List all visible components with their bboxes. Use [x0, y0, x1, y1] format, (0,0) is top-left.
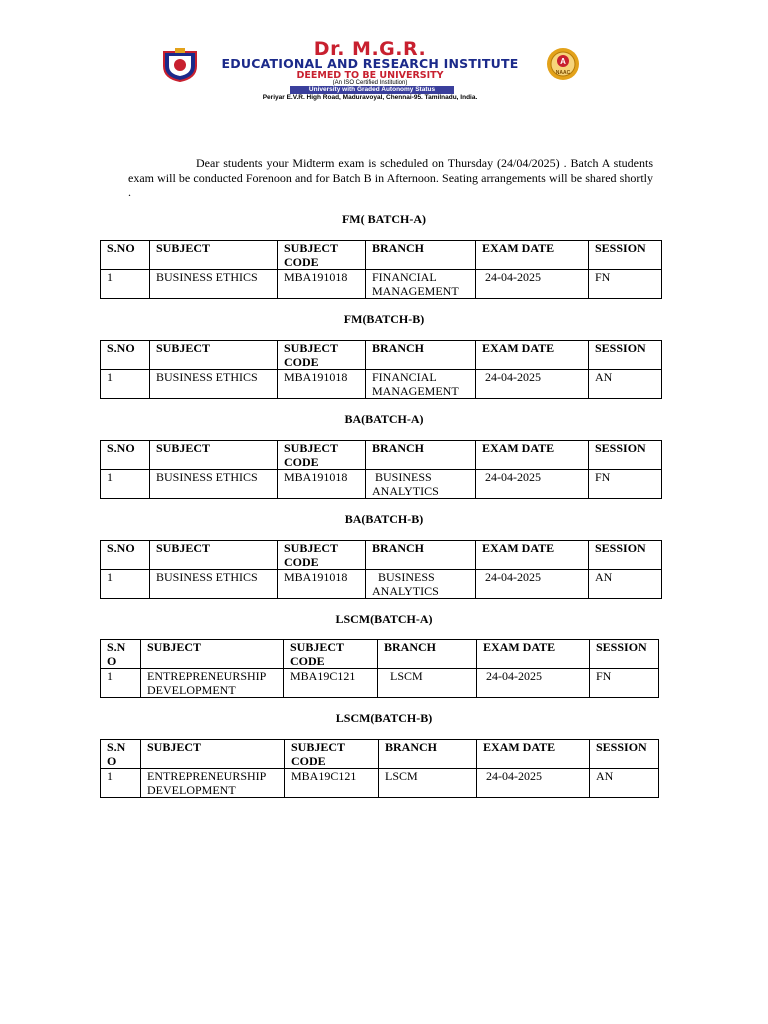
cell-subject: ENTREPRENEURSHIP DEVELOPMENT — [141, 769, 285, 798]
column-header-exam-date: EXAM DATE — [476, 241, 589, 270]
cell-session: AN — [590, 769, 659, 798]
section-heading: BA(BATCH-B) — [344, 512, 424, 526]
table-header-row — [101, 241, 662, 270]
cell-exam-date: 24-04-2025 — [477, 669, 590, 698]
cell-subject: ENTREPRENEURSHIP DEVELOPMENT — [141, 669, 284, 698]
cell-session: FN — [590, 669, 659, 698]
cell-sno: 1 — [101, 270, 150, 299]
column-header-exam-date: EXAM DATE — [476, 541, 589, 570]
column-header-session: SESSION — [590, 640, 659, 669]
column-header-session: SESSION — [590, 740, 659, 769]
cell-sno: 1 — [101, 570, 150, 599]
column-header-sno: S.NO — [101, 241, 150, 270]
cell-exam-date: 24-04-2025 — [476, 570, 589, 599]
cell-exam-date: 24-04-2025 — [476, 470, 589, 499]
column-header-exam-date: EXAM DATE — [477, 640, 590, 669]
table-row — [101, 470, 662, 499]
cell-branch: BUSINESS ANALYTICS — [366, 470, 476, 499]
exam-schedule-table — [100, 340, 662, 399]
column-header-subject: SUBJECT — [150, 241, 278, 270]
exam-schedule-table — [100, 739, 659, 798]
cell-session: FN — [589, 270, 662, 299]
cell-exam-date: 24-04-2025 — [476, 270, 589, 299]
table-row — [101, 270, 662, 299]
iso-certified-line: (An ISO Certified Institution) — [332, 80, 408, 86]
letterhead — [0, 36, 768, 104]
cell-branch: LSCM — [378, 669, 477, 698]
section-heading: LSCM(BATCH-B) — [335, 711, 433, 725]
cell-branch: LSCM — [379, 769, 477, 798]
cell-branch: BUSINESS ANALYTICS — [366, 570, 476, 599]
naac-grade: A — [560, 57, 566, 66]
column-header-subject: SUBJECT — [150, 441, 278, 470]
institute-crest-logo — [158, 46, 202, 82]
naac-label: NAAC — [555, 70, 571, 76]
column-header-subject: SUBJECT — [141, 640, 284, 669]
section-heading: LSCM(BATCH-A) — [335, 612, 433, 626]
column-header-branch: BRANCH — [378, 640, 477, 669]
column-header-subject-code: SUBJECT CODE — [278, 341, 366, 370]
cell-subject: BUSINESS ETHICS — [150, 270, 278, 299]
section-heading: FM( BATCH-A) — [341, 212, 427, 226]
column-header-branch: BRANCH — [366, 441, 476, 470]
autonomy-ribbon: University with Graded Autonomy Status — [290, 86, 454, 94]
column-header-subject: SUBJECT — [150, 341, 278, 370]
cell-sno: 1 — [101, 370, 150, 399]
deemed-university-line: DEEMED TO BE UNIVERSITY — [296, 70, 444, 81]
column-header-session: SESSION — [589, 241, 662, 270]
cell-sno: 1 — [101, 669, 141, 698]
column-header-subject-code: SUBJECT CODE — [278, 541, 366, 570]
table-header-row — [101, 740, 659, 769]
column-header-sno: S.NO — [101, 341, 150, 370]
cell-subject-code: MBA191018 — [278, 270, 366, 299]
column-header-sno: S.NO — [101, 740, 141, 769]
column-header-branch: BRANCH — [379, 740, 477, 769]
cell-session: AN — [589, 570, 662, 599]
column-header-exam-date: EXAM DATE — [476, 341, 589, 370]
column-header-subject: SUBJECT — [150, 541, 278, 570]
table-header-row — [101, 341, 662, 370]
exam-schedule-table — [100, 540, 662, 599]
column-header-subject-code: SUBJECT CODE — [285, 740, 379, 769]
table-row — [101, 570, 662, 599]
column-header-session: SESSION — [589, 341, 662, 370]
cell-session: AN — [589, 370, 662, 399]
institute-name-subtitle: EDUCATIONAL AND RESEARCH INSTITUTE — [221, 56, 519, 71]
cell-subject: BUSINESS ETHICS — [150, 470, 278, 499]
exam-schedule-table — [100, 440, 662, 499]
column-header-branch: BRANCH — [366, 341, 476, 370]
cell-subject: BUSINESS ETHICS — [150, 370, 278, 399]
institute-name-title: Dr. M.G.R. — [313, 38, 427, 60]
cell-session: FN — [589, 470, 662, 499]
cell-subject: BUSINESS ETHICS — [150, 570, 278, 599]
column-header-sno: S.NO — [101, 640, 141, 669]
column-header-subject-code: SUBJECT CODE — [278, 241, 366, 270]
table-header-row — [101, 640, 659, 669]
institute-address: Periyar E.V.R. High Road, Maduravoyal, Chennai-95. Tamilnadu, India. — [262, 94, 478, 101]
exam-schedule-table — [100, 240, 662, 299]
cell-exam-date: 24-04-2025 — [476, 370, 589, 399]
cell-sno: 1 — [101, 470, 150, 499]
table-row — [101, 370, 662, 399]
cell-subject-code: MBA19C121 — [284, 669, 378, 698]
section-heading: FM(BATCH-B) — [343, 312, 425, 326]
cell-exam-date: 24-04-2025 — [477, 769, 590, 798]
column-header-branch: BRANCH — [366, 541, 476, 570]
cell-subject-code: MBA191018 — [278, 370, 366, 399]
naac-seal-logo — [541, 46, 585, 82]
column-header-subject-code: SUBJECT CODE — [284, 640, 378, 669]
exam-schedule-table — [100, 639, 659, 698]
section-heading: BA(BATCH-A) — [344, 412, 424, 426]
cell-subject-code: MBA191018 — [278, 470, 366, 499]
table-header-row — [101, 541, 662, 570]
table-row — [101, 769, 659, 798]
cell-subject-code: MBA191018 — [278, 570, 366, 599]
column-header-subject-code: SUBJECT CODE — [278, 441, 366, 470]
column-header-sno: S.NO — [101, 441, 150, 470]
table-header-row — [101, 441, 662, 470]
table-row — [101, 669, 659, 698]
column-header-sno: S.NO — [101, 541, 150, 570]
column-header-session: SESSION — [589, 541, 662, 570]
column-header-exam-date: EXAM DATE — [477, 740, 590, 769]
column-header-session: SESSION — [589, 441, 662, 470]
column-header-exam-date: EXAM DATE — [476, 441, 589, 470]
cell-branch: FINANCIAL MANAGEMENT — [366, 370, 476, 399]
intro-paragraph: Dear students your Midterm exam is scheduled on Thursday (24/04/2025) . Batch A students exam will be conducted Forenoon and for Batch B in Afternoon. Seating arrangements will be shared shortly . — [128, 156, 653, 199]
cell-branch: FINANCIAL MANAGEMENT — [366, 270, 476, 299]
column-header-branch: BRANCH — [366, 241, 476, 270]
column-header-subject: SUBJECT — [141, 740, 285, 769]
cell-subject-code: MBA19C121 — [285, 769, 379, 798]
cell-sno: 1 — [101, 769, 141, 798]
